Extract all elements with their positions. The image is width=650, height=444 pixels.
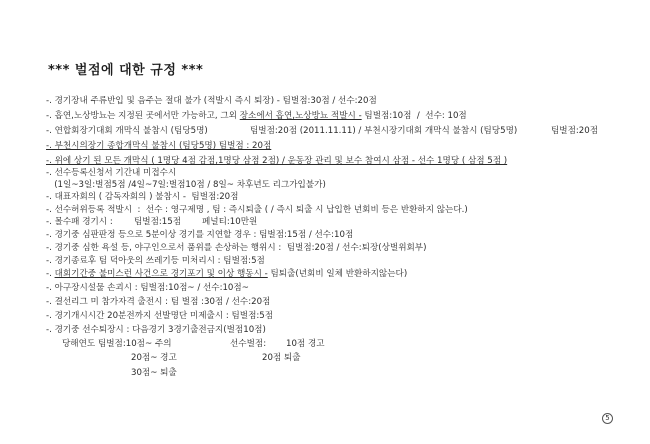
penalty-player-label: 선수벌점: (230, 339, 267, 349)
page-number: 5 (602, 413, 613, 424)
rule-line-smoking (46, 111, 467, 122)
rule-text: -. (46, 269, 55, 279)
rule-line-alcohol (46, 96, 377, 107)
rule-text-underlined: 대회기간중 불미스런 사건으로 경기포기 및 이상 행동시 - (54, 269, 268, 279)
rule-line-opening-ceremony (46, 126, 598, 137)
rule-line-facility-damage (46, 283, 249, 294)
rule-line-registration (46, 168, 176, 179)
rule-text: -. 경기종료후 팀 덕아웃의 쓰레기등 미처리시 : 팀벌점:5점 (46, 256, 265, 266)
rule-text: 팀퇴출(년회비 일체 반환하지않는다) (267, 269, 408, 279)
page-title: *** 벌점에 대한 규정 *** (48, 63, 204, 78)
rule-line-false-registration (46, 205, 468, 216)
rule-text-underlined: -. 부천시의장기 종합개막식 불참시 (팀당5명) 팀벌점 : 20점 (46, 141, 272, 151)
rule-text: -. 경기장내 주류반입 및 음주는 절대 불가 (적발시 즉시 퇴장) - 팀벌점:30점 / 선수:20점 (46, 96, 377, 106)
rule-text: (1일~3일:벌점5점 /4일~7일:벌점10점 / 8일~ 차후년도 리그가입불가) (46, 180, 326, 190)
rule-text-underlined: -. 위에 상기 된 모든 개막식 ( 1명당 4점 감점,1명당 삼점 2점) / 운동장 관리 및 보수 참여시 삼점 - 선수 1명당 ( 삼점 5점 ) (46, 156, 508, 166)
rule-text: 팀벌점:15점 (134, 217, 182, 227)
rule-line-ineligible-player (46, 297, 270, 308)
rule-text: -. 흡연,노상방뇨는 지정된 곳에서만 가능하고, 그외 (46, 111, 240, 121)
rule-line-managers-meeting (46, 192, 238, 203)
rule-line-ejection (46, 325, 266, 336)
rule-text: -. 결선리그 미 참가자격 출전시 : 팀 벌점 :30점 / 선수:20점 (46, 297, 271, 307)
rule-line-registration-detail (46, 180, 326, 191)
penalty-team-label: 당해연도 팀벌점:10점~ 주의 (62, 339, 172, 349)
rule-line-council-ceremony (46, 141, 271, 152)
rule-line-delay (46, 230, 353, 241)
rule-text: -. 경기개시시간 20분전까지 선발명단 미제출시 : 팀벌점:5점 (46, 311, 274, 321)
rule-text: -. 연합회장기대회 개막식 불참시 (팀당5명) (46, 126, 208, 136)
rule-text: 팀벌점:20점 (551, 126, 599, 136)
rule-text: 팀벌점:20점 (2011.11.11) / 부천시장기대회 개막식 불참시 (팀당5명) (250, 126, 518, 136)
rule-text: 팀벌점:10점 / 선수: 10점 (361, 111, 467, 121)
rule-text: -. 아구장시설물 손괴시 : 팀벌점:10점~ / 선수:10점~ (46, 283, 249, 293)
penalty-team-row: 20점~ 경고 (131, 353, 177, 363)
penalty-team-row: 30점~ 퇴출 (131, 368, 177, 378)
rule-text: -. 대표자회의 ( 감독자회의 ) 불참시 - 팀벌점:20점 (46, 192, 239, 202)
penalty-player-row: 10점 경고 (286, 339, 325, 349)
rule-line-lineup (46, 311, 273, 322)
penalty-player-row: 20점 퇴출 (262, 353, 301, 363)
rule-text: -. 몰수패 경기시 : (46, 217, 113, 227)
rule-text-underlined: 장소에서 흡연,노상방뇨 적발시 - (239, 111, 362, 121)
rule-line-trash (46, 256, 265, 267)
rule-text: -. 경기중 심한 욕설 등, 야구인으로서 품위를 손상하는 행위시 : 팀벌점:20점 / 선수:퇴장(상벌위회부) (46, 243, 427, 253)
rule-text: -. 선수허위등록 적발시 : 선수 : 영구제명 , 팀 : 즉시퇴출 ( / 즉시 퇴출 시 납입한 년회비 등은 반환하지 않는다.) (46, 205, 468, 215)
rule-text: -. 경기중 선수퇴장시 : 다음경기 3경기출전금지(벌점10점) (46, 325, 266, 335)
rule-line-abuse (46, 243, 426, 254)
rule-text: -. 선수등록신청서 기간내 미접수시 (46, 168, 177, 178)
rule-text: 페널티:10만원 (202, 217, 258, 227)
rule-line-misconduct (46, 269, 407, 280)
rule-line-ceremony-bonus (46, 156, 507, 167)
rule-line-forfeit (46, 217, 257, 228)
rule-text: -. 경기중 심판판정 등으로 5분이상 경기를 지연할 경우 : 팀벌점:15점 / 선수:10점 (46, 230, 354, 240)
